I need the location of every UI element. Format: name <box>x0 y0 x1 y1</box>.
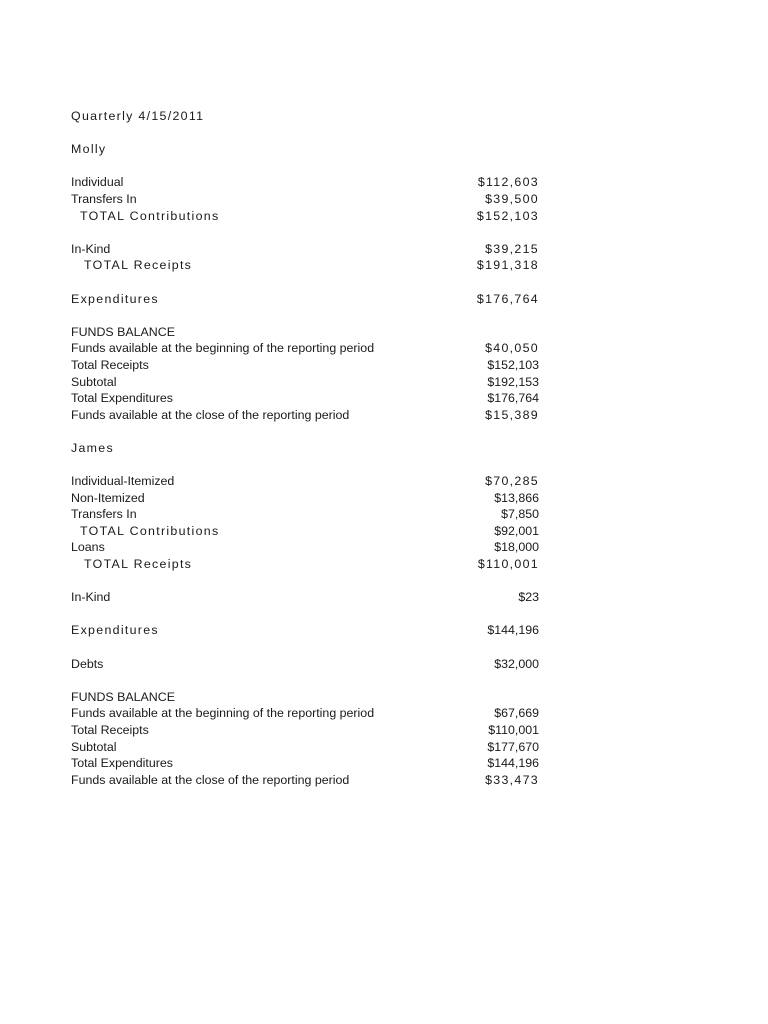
row-amount: $70,285 <box>485 474 539 489</box>
james-funds-total-expenditures-row <box>71 755 539 772</box>
row-label: In-Kind <box>71 241 111 256</box>
james-transfers-in-row <box>71 506 539 523</box>
row-label: Funds available at the close of the reporting period <box>71 407 350 422</box>
spacer <box>71 158 539 175</box>
row-amount: $32,000 <box>494 656 539 671</box>
row-amount: $40,050 <box>485 341 539 356</box>
james-funds-beginning-row <box>71 705 539 722</box>
row-label: Expenditures <box>71 623 159 638</box>
molly-total-contributions-row <box>71 208 539 225</box>
james-in-kind-row <box>71 589 539 606</box>
row-amount: $112,603 <box>477 175 539 190</box>
molly-section-heading-row <box>71 141 539 158</box>
row-label: Total Receipts <box>71 722 149 737</box>
james-loans-row <box>71 539 539 556</box>
row-label: Individual <box>71 175 124 190</box>
spacer <box>71 456 539 473</box>
row-amount: $192,153 <box>487 374 539 389</box>
funds-balance-heading: FUNDS BALANCE <box>71 689 175 704</box>
spacer <box>71 606 539 623</box>
spacer <box>71 639 539 656</box>
row-amount: $191,318 <box>476 258 539 273</box>
row-amount: $67,669 <box>494 706 539 721</box>
spacer <box>71 274 539 291</box>
row-label: Debts <box>71 656 104 671</box>
report-title: Quarterly 4/15/2011 <box>71 109 205 123</box>
row-amount: $144,196 <box>487 623 539 638</box>
row-amount: $33,473 <box>485 772 539 787</box>
spacer <box>71 672 539 689</box>
james-funds-balance-heading-row <box>71 689 539 706</box>
spacer <box>71 307 539 324</box>
row-amount: $39,500 <box>485 191 539 206</box>
james-total-receipts-row <box>71 556 539 573</box>
report-page <box>71 108 539 788</box>
row-label: TOTAL Contributions <box>80 523 220 538</box>
row-amount: $176,764 <box>476 291 539 306</box>
james-individual-itemized-row <box>71 473 539 490</box>
molly-funds-total-receipts-row <box>71 357 539 374</box>
james-debts-row <box>71 656 539 673</box>
row-amount: $39,215 <box>485 241 539 256</box>
row-label: Loans <box>71 540 105 555</box>
james-expenditures-row <box>71 622 539 639</box>
row-amount: $110,001 <box>488 722 539 737</box>
report-title-row <box>71 108 539 125</box>
row-amount: $15,389 <box>485 407 539 422</box>
row-amount: $152,103 <box>487 357 539 372</box>
funds-balance-heading: FUNDS BALANCE <box>71 324 175 339</box>
row-label: Funds available at the beginning of the reporting period <box>71 706 375 721</box>
molly-funds-balance-heading-row <box>71 324 539 341</box>
molly-funds-subtotal-row <box>71 374 539 391</box>
james-section-heading: James <box>71 440 114 455</box>
row-amount: $13,866 <box>494 490 539 505</box>
spacer <box>71 224 539 241</box>
row-label: Transfers In <box>71 191 137 206</box>
row-label: Subtotal <box>71 739 117 754</box>
row-label: Expenditures <box>71 291 159 306</box>
row-label: TOTAL Receipts <box>84 557 193 572</box>
james-funds-total-receipts-row <box>71 722 539 739</box>
row-amount: $176,764 <box>487 391 539 406</box>
row-label: Non-Itemized <box>71 490 145 505</box>
row-amount: $152,103 <box>476 208 539 223</box>
james-funds-close-row <box>71 772 539 789</box>
james-non-itemized-row <box>71 490 539 507</box>
molly-total-receipts-row <box>71 257 539 274</box>
molly-funds-close-row <box>71 407 539 424</box>
row-amount: $7,850 <box>501 507 539 522</box>
row-amount: $92,001 <box>494 523 539 538</box>
james-section-heading-row <box>71 440 539 457</box>
row-label: Total Expenditures <box>71 391 173 406</box>
row-amount: $18,000 <box>494 540 539 555</box>
molly-funds-beginning-row <box>71 340 539 357</box>
molly-section-heading: Molly <box>71 142 107 157</box>
row-label: Subtotal <box>71 374 117 389</box>
molly-individual-row <box>71 174 539 191</box>
row-label: Total Receipts <box>71 357 149 372</box>
row-amount: $144,196 <box>487 756 539 771</box>
row-amount: $23 <box>518 590 539 605</box>
molly-expenditures-row <box>71 291 539 308</box>
row-label: In-Kind <box>71 590 111 605</box>
spacer <box>71 125 539 142</box>
row-amount: $177,670 <box>487 739 539 754</box>
molly-funds-total-expenditures-row <box>71 390 539 407</box>
row-label: Funds available at the close of the reporting period <box>71 772 350 787</box>
row-label: Individual-Itemized <box>71 474 175 489</box>
spacer <box>71 573 539 590</box>
row-label: TOTAL Receipts <box>84 258 193 273</box>
james-total-contributions-row <box>71 523 539 540</box>
row-label: Transfers In <box>71 507 137 522</box>
spacer <box>71 423 539 440</box>
row-label: TOTAL Contributions <box>80 208 220 223</box>
row-label: Funds available at the beginning of the reporting period <box>71 341 375 356</box>
james-funds-subtotal-row <box>71 739 539 756</box>
row-label: Total Expenditures <box>71 756 173 771</box>
row-amount: $110,001 <box>477 557 539 572</box>
molly-in-kind-row <box>71 241 539 258</box>
molly-transfers-in-row <box>71 191 539 208</box>
